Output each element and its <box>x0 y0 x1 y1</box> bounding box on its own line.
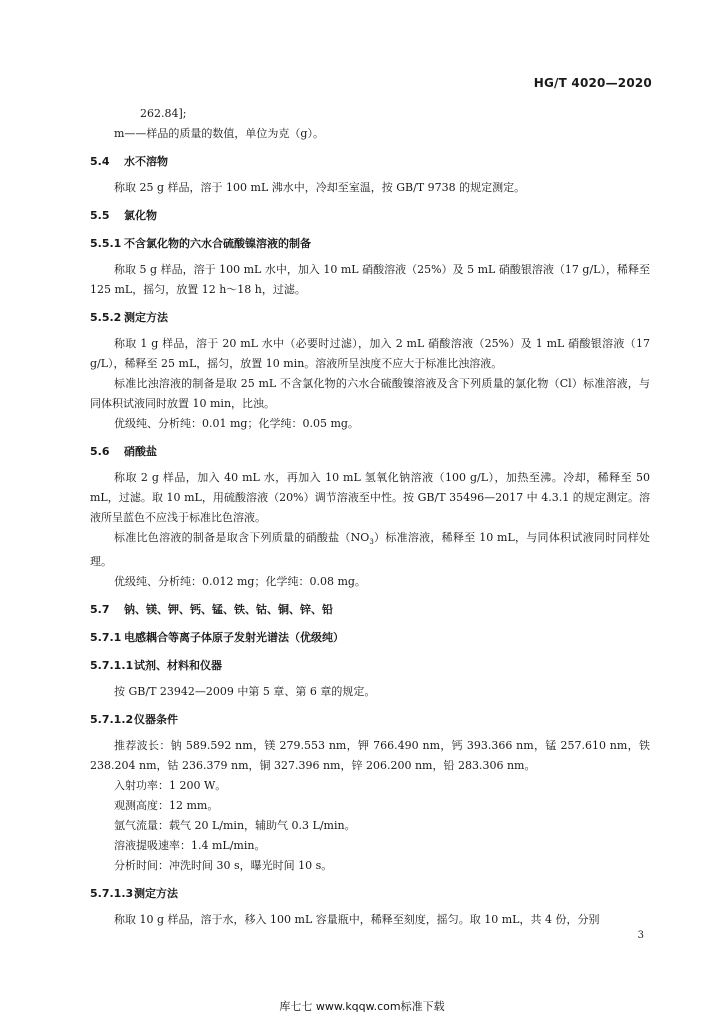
paragraph: 称取 1 g 样品，溶于 20 mL 水中（必要时过滤），加入 2 mL 硝酸溶液（25%）及 1 mL 硝酸银溶液（17 g/L），稀释至 25 mL，摇匀，放置 10 min。溶液所呈浊度不应大于标准比浊溶液。 <box>90 337 650 370</box>
page-number: 3 <box>637 930 644 941</box>
paragraph: 标准比浊溶液的制备是取 25 mL 不含氯化物的六水合硫酸镍溶液及含下列质量的氯化物（Cl）标准溶液，与同体积试液同时放置 10 min，比浊。 <box>90 377 650 410</box>
section-heading-5-4: 5.4 水不溶物 <box>90 155 168 168</box>
paragraph: 称取 25 g 样品，溶于 100 mL 沸水中，冷却至室温，按 GB/T 9738 的规定测定。 <box>114 181 526 194</box>
paragraph-line: 溶液提吸速率：1.4 mL/min。 <box>114 839 266 853</box>
watermark-text: 库七七 www.kqqw.com标准下载 <box>279 1000 445 1013</box>
section-heading-5-7-1-3: 5.7.1.3测定方法 <box>90 887 178 901</box>
paragraph: 优级纯、分析纯：0.01 mg；化学纯：0.05 mg。 <box>114 417 359 430</box>
paragraph: 标准比色溶液的制备是取含下列质量的硝酸盐$(NO_3)$标准溶液，稀释至 10 mL，与同体积试液同时同样处理。 <box>90 531 650 569</box>
section-heading-5-7: 5.7 钠、镁、钾、钙、锰、铁、钴、铜、锌、铅 <box>90 603 333 617</box>
continuation-line: 262.84]; <box>140 107 187 120</box>
section-heading-5-6: 5.6 硝酸盐 <box>90 445 157 458</box>
paragraph: 按 GB/T 23942—2009 中第 5 章、第 6 章的规定。 <box>114 685 376 699</box>
section-heading-5-5-2: 5.5.2 测定方法 <box>90 311 168 324</box>
paragraph-line: 入射功率：1 200 W。 <box>114 779 227 793</box>
document-body <box>90 104 650 930</box>
section-heading-5-7-1-1: 5.7.1.1试剂、材料和仪器 <box>90 659 222 673</box>
paragraph-line: 分析时间：冲洗时间 30 s，曝光时间 10 s。 <box>114 859 333 873</box>
paragraph: 称取 2 g 样品，加入 40 mL 水，再加入 10 mL 氢氧化钠溶液（100 g/L），加热至沸。冷却，稀释至 50 mL，过滤。取 10 mL，用硫酸溶液（20%）调节溶液至中性。按 GB/T 35496—2017 中 4.3.1 的规定测定。溶液所呈蓝色不应浅于标准比色溶液。 <box>90 471 650 524</box>
paragraph-line: 观测高度：12 mm。 <box>114 799 219 813</box>
section-heading-5-5: 5.5 氯化物 <box>90 209 157 222</box>
standard-number: HG/T 4020—2020 <box>533 76 652 90</box>
section-heading-5-5-1: 5.5.1 不含氯化物的六水合硫酸镍溶液的制备 <box>90 237 311 250</box>
section-heading-5-7-1: 5.7.1 电感耦合等离子体原子发射光谱法（优级纯） <box>90 631 344 645</box>
paragraph: 称取 10 g 样品，溶于水，移入 100 mL 容量瓶中，稀释至刻度，摇匀。取 10 mL，共 4 份，分别 <box>114 913 600 927</box>
paragraph-line: 氩气流量：载气 20 L/min，辅助气 0.3 L/min。 <box>114 819 356 833</box>
section-heading-5-7-1-2: 5.7.1.2仪器条件 <box>90 713 178 727</box>
variable-definition: m——样品的质量的数值，单位为克（g）。 <box>114 127 324 140</box>
paragraph: 推荐波长：钠 589.592 nm，镁 279.553 nm，钾 766.490 nm，钙 393.366 nm，锰 257.610 nm，铁 238.204 nm，钴 236.379 nm，铜 327.396 nm，锌 206.200 nm，铅 283.306 nm。 <box>90 739 650 773</box>
paragraph: 称取 5 g 样品，溶于 100 mL 水中，加入 10 mL 硝酸溶液（25%）及 5 mL 硝酸银溶液（17 g/L），稀释至 125 mL，摇匀，放置 12 h～18 h，过滤。 <box>90 263 650 296</box>
paragraph: 优级纯、分析纯：0.012 mg；化学纯：0.08 mg。 <box>114 575 366 589</box>
